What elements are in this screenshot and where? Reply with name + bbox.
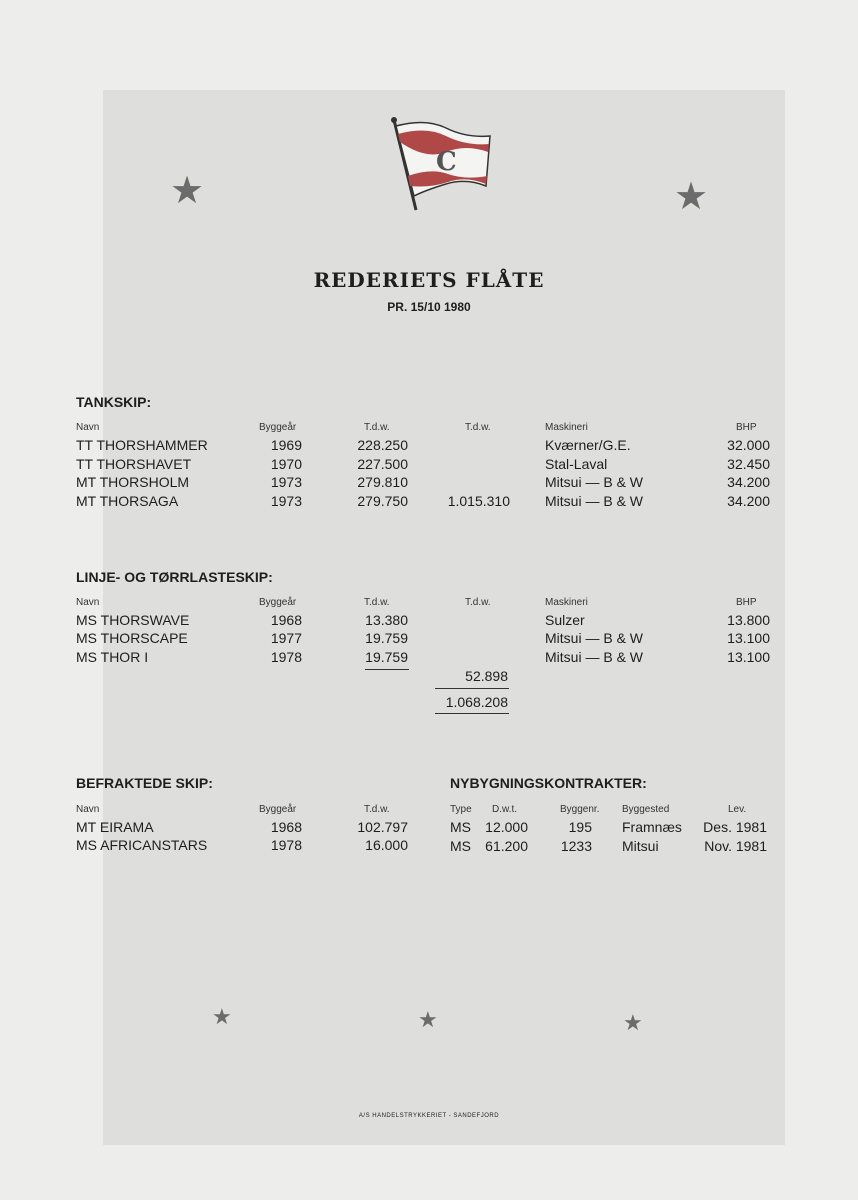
build-year: 1969 <box>270 437 302 453</box>
star-icon: ★ <box>170 170 205 212</box>
column-header: Byggenr. <box>560 804 600 815</box>
dwt: 61.200 <box>485 838 528 854</box>
column-header: Navn <box>76 422 100 433</box>
sum-line <box>365 669 409 670</box>
tdw: 279.750 <box>357 493 408 509</box>
column-header: T.d.w. <box>364 422 390 433</box>
ship-name: MS THORSCAPE <box>76 630 188 646</box>
engine: Stal-Laval <box>545 456 608 472</box>
tdw: 102.797 <box>357 819 408 835</box>
bhp: 32.450 <box>727 456 770 472</box>
ship-name: MT THORSAGA <box>76 493 179 509</box>
section-heading-befraktede: BEFRAKTEDE SKIP: <box>76 775 213 791</box>
engine: Mitsui — B & W <box>545 474 644 490</box>
column-header: T.d.w. <box>465 422 491 433</box>
column-header: T.d.w. <box>465 597 491 608</box>
column-header: Navn <box>76 597 100 608</box>
build-year: 1973 <box>270 474 302 490</box>
subtotal: 52.898 <box>465 668 508 684</box>
dwt: 12.000 <box>485 819 528 835</box>
column-header: Type <box>450 804 472 815</box>
star-icon: ★ <box>418 1007 438 1032</box>
grand-total: 1.068.208 <box>445 694 508 710</box>
build-number: 1233 <box>560 838 592 854</box>
ship-type: MS <box>450 819 471 835</box>
star-icon: ★ <box>212 1004 232 1029</box>
delivery: Des. 1981 <box>703 819 767 835</box>
page-title: REDERIETS FLÅTE <box>313 268 545 292</box>
ship-name: MS THORSWAVE <box>76 612 190 628</box>
engine: Kværner/G.E. <box>545 437 631 453</box>
page-subtitle: PR. 15/10 1980 <box>387 300 471 314</box>
tdw: 19.759 <box>365 630 408 646</box>
tdw: 279.810 <box>357 474 408 490</box>
bhp: 13.100 <box>727 649 770 665</box>
column-header: Byggeår <box>259 804 297 815</box>
build-year: 1970 <box>270 456 302 472</box>
tdw: 13.380 <box>365 612 408 628</box>
star-icon: ★ <box>674 176 709 218</box>
column-header: Maskineri <box>545 597 588 608</box>
tdw: 19.759 <box>365 649 408 665</box>
build-year: 1968 <box>270 819 302 835</box>
ship-name: MS THOR I <box>76 649 149 665</box>
column-header: T.d.w. <box>364 804 390 815</box>
column-header: T.d.w. <box>364 597 390 608</box>
bhp: 32.000 <box>727 437 770 453</box>
star-icon: ★ <box>623 1010 643 1035</box>
column-header: Lev. <box>728 804 747 815</box>
column-header: Byggeår <box>259 422 297 433</box>
column-header: Byggested <box>622 804 670 815</box>
build-year: 1968 <box>270 612 302 628</box>
build-year: 1977 <box>270 630 302 646</box>
flag-icon <box>386 114 496 214</box>
column-header: Byggeår <box>259 597 297 608</box>
column-header: D.w.t. <box>492 804 518 815</box>
engine: Mitsui — B & W <box>545 493 644 509</box>
build-year: 1978 <box>270 837 302 853</box>
ship-name: TT THORSHAVET <box>76 456 192 472</box>
engine: Mitsui — B & W <box>545 649 644 665</box>
sum-line <box>435 688 509 689</box>
shipyard: Framnæs <box>622 819 682 835</box>
engine: Sulzer <box>545 612 585 628</box>
sum-line <box>435 713 509 714</box>
bhp: 13.800 <box>727 612 770 628</box>
tdw-total: 1.015.310 <box>447 493 510 509</box>
ship-type: MS <box>450 838 471 854</box>
section-heading-tankskip: TANKSKIP: <box>76 394 152 410</box>
tdw: 16.000 <box>365 837 408 853</box>
build-number: 195 <box>568 819 592 835</box>
column-header: Maskineri <box>545 422 588 433</box>
column-header: BHP <box>736 422 757 433</box>
delivery: Nov. 1981 <box>704 838 767 854</box>
ship-name: MS AFRICANSTARS <box>76 837 208 853</box>
bhp: 13.100 <box>727 630 770 646</box>
ship-name: TT THORSHAMMER <box>76 437 208 453</box>
tdw: 228.250 <box>357 437 408 453</box>
shipyard: Mitsui <box>622 838 659 854</box>
column-header: BHP <box>736 597 757 608</box>
ship-name: MT THORSHOLM <box>76 474 190 490</box>
build-year: 1973 <box>270 493 302 509</box>
bhp: 34.200 <box>727 474 770 490</box>
printer-credit: A/S HANDELSTRYKKERIET - SANDEFJORD <box>358 1113 500 1119</box>
section-heading-nybygning: NYBYGNINGSKONTRAKTER: <box>450 775 647 791</box>
section-heading-linje: LINJE- OG TØRRLASTESKIP: <box>76 569 273 585</box>
build-year: 1978 <box>270 649 302 665</box>
column-header: Navn <box>76 804 100 815</box>
bhp: 34.200 <box>727 493 770 509</box>
engine: Mitsui — B & W <box>545 630 644 646</box>
content-panel <box>103 90 785 1145</box>
tdw: 227.500 <box>357 456 408 472</box>
ship-name: MT EIRAMA <box>76 819 154 835</box>
flag-letter: C <box>436 147 457 177</box>
